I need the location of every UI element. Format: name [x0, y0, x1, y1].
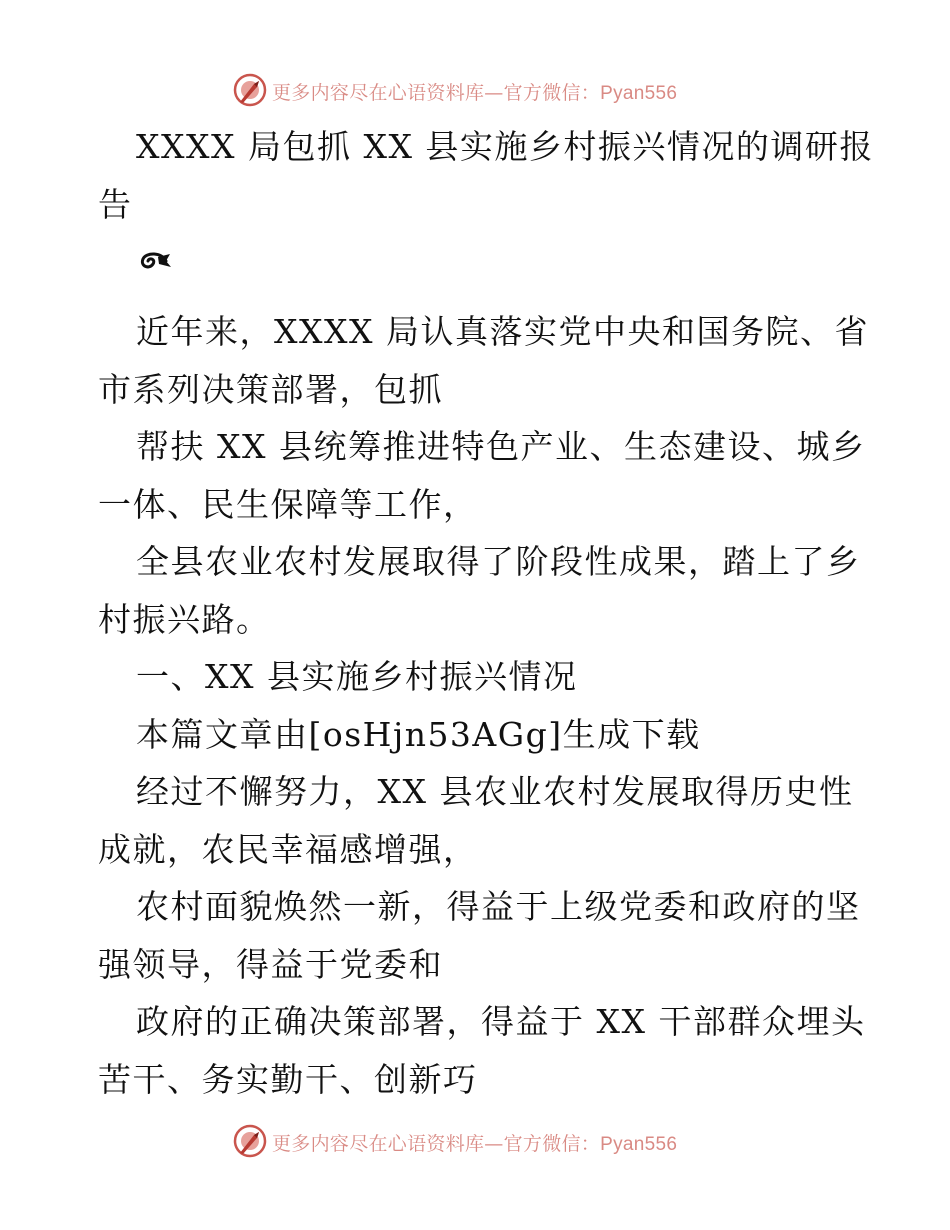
- document-title: XXXX 局包抓 XX 县实施乡村振兴情况的调研报: [136, 127, 874, 166]
- paragraph-line: 苦干、务实勤干、创新巧: [98, 1059, 478, 1099]
- paragraph-line: 近年来，XXXX 局认真落实党中央和国务院、省: [136, 312, 869, 351]
- paragraph-line: 帮扶 XX 县统筹推进特色产业、生态建设、城乡: [136, 427, 866, 466]
- wechat-id: Pyan556: [600, 83, 678, 104]
- wechat-id: Pyan556: [600, 1134, 678, 1155]
- document-title-cont: 告: [98, 184, 133, 224]
- paragraph-line: 市系列决策部署，包抓: [98, 369, 443, 409]
- banner-text: 更多内容尽在心语资料库—官方微信：Pyan556: [272, 82, 678, 104]
- footer-banner: [0, 1121, 950, 1161]
- paragraph-line: 一体、民生保障等工作，: [98, 484, 478, 524]
- banner-text: 更多内容尽在心语资料库—官方微信：Pyan556: [272, 1133, 678, 1155]
- paragraph-line: 村振兴路。: [98, 599, 271, 639]
- section-heading: 一、XX 县实施乡村振兴情况: [136, 657, 578, 696]
- pen-circle-logo-icon: [232, 1123, 268, 1159]
- paragraph-line: 农村面貌焕然一新，得益于上级党委和政府的坚: [136, 887, 861, 926]
- paragraph-line: 政府的正确决策部署，得益于 XX 干部群众埋头: [136, 1002, 866, 1041]
- paragraph-line: 强领导，得益于党委和: [98, 944, 443, 984]
- document-body: [98, 118, 874, 1108]
- paragraph-line: 全县农业农村发展取得了阶段性成果，踏上了乡: [136, 542, 861, 581]
- paragraph-line: 本篇文章由[osHjn53AGg]生成下载: [136, 714, 701, 754]
- ornament: [98, 233, 858, 303]
- pen-circle-logo-icon: [232, 72, 268, 108]
- header-banner: [0, 70, 950, 110]
- swirl-ornament-icon: [136, 249, 174, 273]
- paragraph-line: 经过不懈努力，XX 县农业农村发展取得历史性: [136, 772, 854, 811]
- paragraph-line: 成就，农民幸福感增强，: [98, 829, 478, 869]
